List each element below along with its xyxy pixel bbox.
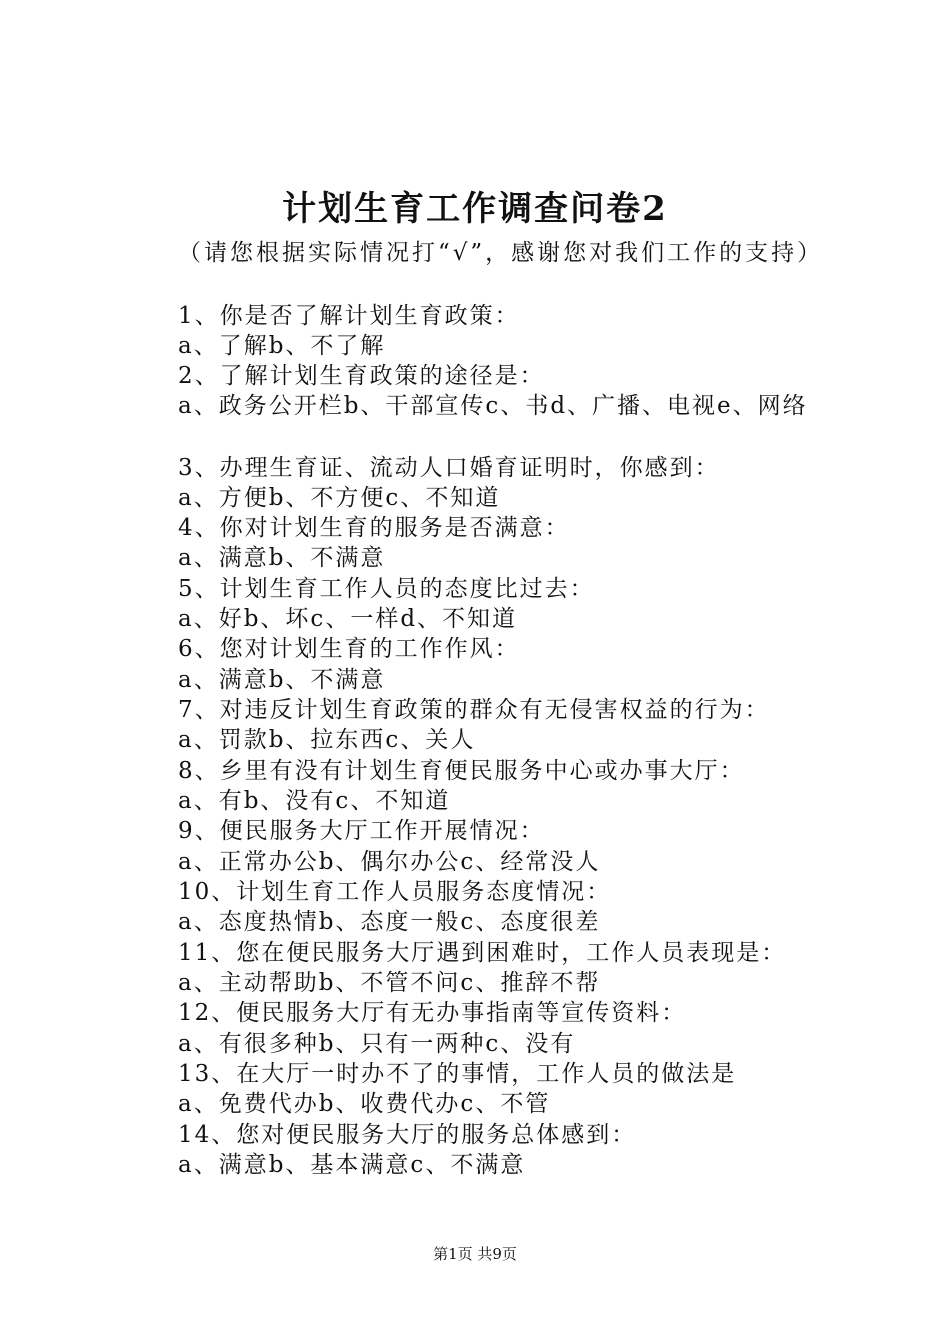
question-1: 1、你是否了解计划生育政策： [178, 303, 520, 329]
options-2: a、政务公开栏b、干部宣传c、书d、广播、电视e、网络 [178, 393, 808, 419]
options-5: a、好b、坏c、一样d、不知道 [178, 606, 518, 632]
question-5: 5、计划生育工作人员的态度比过去： [178, 576, 595, 602]
options-3: a、方便b、不方便c、不知道 [178, 485, 501, 511]
options-13: a、免费代办b、收费代办c、不管 [178, 1091, 551, 1117]
question-6: 6、您对计划生育的工作作风： [178, 636, 520, 662]
question-12: 12、便民服务大厅有无办事指南等宣传资料： [178, 1000, 687, 1026]
options-4: a、满意b、不满意 [178, 545, 386, 571]
question-10: 10、计划生育工作人员服务态度情况： [178, 879, 612, 905]
page-number: 第1页 共9页 [433, 1245, 517, 1263]
question-11: 11、您在便民服务大厅遇到困难时，工作人员表现是： [178, 940, 787, 966]
question-7: 7、对违反计划生育政策的群众有无侵害权益的行为： [178, 697, 770, 723]
question-3: 3、办理生育证、流动人口婚育证明时，你感到： [178, 455, 720, 481]
options-10: a、态度热情b、态度一般c、态度很差 [178, 909, 601, 935]
question-9: 9、便民服务大厅工作开展情况： [178, 818, 545, 844]
options-7: a、罚款b、拉东西c、关人 [178, 727, 476, 753]
question-8: 8、乡里有没有计划生育便民服务中心或办事大厅： [178, 758, 745, 784]
question-13: 13、在大厅一时办不了的事情，工作人员的做法是 [178, 1061, 737, 1087]
options-1: a、了解b、不了解 [178, 333, 386, 359]
question-4: 4、你对计划生育的服务是否满意： [178, 515, 570, 541]
options-6: a、满意b、不满意 [178, 667, 386, 693]
options-12: a、有很多种b、只有一两种c、没有 [178, 1031, 576, 1057]
question-2: 2、了解计划生育政策的途径是： [178, 363, 545, 389]
options-9: a、正常办公b、偶尔办公c、经常没人 [178, 849, 601, 875]
document-title: 计划生育工作调查问卷2 [282, 189, 668, 229]
options-14: a、满意b、基本满意c、不满意 [178, 1152, 526, 1178]
options-11: a、主动帮助b、不管不问c、推辞不帮 [178, 970, 601, 996]
options-8: a、有b、没有c、不知道 [178, 788, 451, 814]
question-14: 14、您对便民服务大厅的服务总体感到： [178, 1122, 637, 1148]
instructions-text: （请您根据实际情况打“√”，感谢您对我们工作的支持） [178, 240, 824, 266]
